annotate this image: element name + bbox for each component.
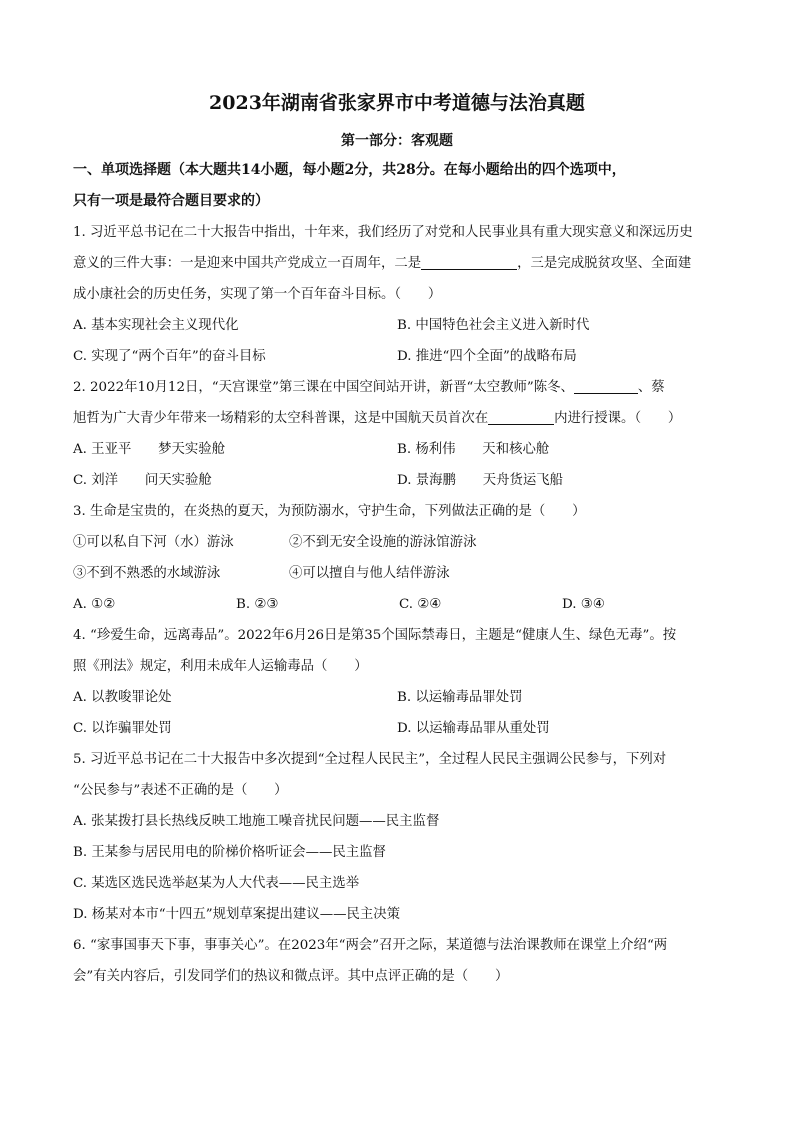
q3-statements-row2 — [73, 558, 725, 589]
q4-option-b[interactable]: B. 以运输毒品罪处罚 — [397, 690, 523, 705]
q1-stem-line1: 1. 习近平总书记在二十大报告中指出，十年来，我们经历了对党和人民事业具有重大现实意义和深远历史 — [73, 225, 693, 240]
q1-stem-line2 — [73, 248, 725, 279]
q4-options-row2 — [73, 713, 725, 744]
q1-options-row1 — [73, 310, 725, 341]
q3-option-d[interactable]: D. ③④ — [562, 597, 605, 612]
q5-option-a[interactable]: A. 张某拨打县长热线反映工地施工噪音扰民问题——民主监督 — [73, 814, 440, 829]
q1-option-b[interactable]: B. 中国特色社会主义进入新时代 — [397, 318, 590, 333]
q5-option-c[interactable]: C. 某选区选民选举赵某为人大代表——民主选举 — [73, 876, 360, 891]
q2-fill-blank-2[interactable] — [488, 407, 554, 425]
q1-option-d[interactable]: D. 推进“四个全面”的战略布局 — [397, 349, 577, 364]
q2-options-row2 — [73, 465, 725, 496]
q3-option-a[interactable]: A. ①② — [73, 597, 116, 612]
q3-statement-3: ③不到不熟悉的水域游泳 — [73, 566, 221, 581]
q3-statements-row1 — [73, 527, 725, 558]
q3-stem-line1: 3. 生命是宝贵的，在炎热的夏天，为预防溺水，守护生命，下列做法正确的是（ ） — [73, 504, 586, 519]
q2-option-a[interactable]: A. 王亚平 梦天实验舱 — [73, 442, 226, 457]
q4-option-d[interactable]: D. 以运输毒品罪从重处罚 — [397, 721, 550, 736]
q3-option-c[interactable]: C. ②④ — [399, 597, 442, 612]
q3-statement-4: ④可以擅自与他人结伴游泳 — [289, 566, 450, 581]
exam-content — [73, 155, 725, 992]
q1-text-after-blank: ，三是完成脱贫攻坚、全面建 — [517, 256, 692, 271]
q2-option-b[interactable]: B. 杨利伟 天和核心舱 — [397, 442, 550, 457]
q1-option-c[interactable]: C. 实现了“两个百年”的奋斗目标 — [73, 349, 266, 364]
q2-text-before-blank2: 旭哲为广大青少年带来一场精彩的太空科普课，这是中国航天员首次在 — [73, 411, 489, 426]
q6-stem-line1: 6. “家事国事天下事，事事关心”。在2023年“两会”召开之际，某道德与法治课教师在课堂上介绍“两 — [73, 938, 668, 953]
q1-stem-line3: 成小康社会的历史任务，实现了第一个百年奋斗目标。（ ） — [73, 287, 442, 302]
page-title: 2023年湖南省张家界市中考道德与法治真题 — [209, 92, 585, 114]
q3-options-row — [73, 589, 725, 620]
section-heading-line1: 一、单项选择题（本大题共14小题，每小题2分，共28分。在每小题给出的四个选项中， — [73, 162, 626, 178]
q3-option-b[interactable]: B. ②③ — [236, 597, 279, 612]
section-heading-line2: 只有一项是最符合题目要求的） — [73, 193, 269, 209]
q1-text-before-blank: 意义的三件大事：一是迎来中国共产党成立一百周年，二是 — [73, 256, 422, 271]
q2-text-before-blank1: 2. 2022年10月12日，“天宫课堂”第三课在中国空间站开讲，新晋“太空教师”陈冬、 — [73, 380, 574, 395]
q4-option-a[interactable]: A. 以教唆罪论处 — [73, 690, 172, 705]
q4-option-c[interactable]: C. 以诈骗罪处罚 — [73, 721, 172, 736]
q2-fill-blank-1[interactable] — [574, 376, 638, 394]
q5-stem-line2: “公民参与”表述不正确的是（ ） — [73, 783, 288, 798]
q2-text-after-blank1: 、蔡 — [637, 380, 665, 395]
q2-option-d[interactable]: D. 景海鹏 天舟货运飞船 — [397, 473, 564, 488]
q2-option-c[interactable]: C. 刘洋 问天实验舱 — [73, 473, 212, 488]
q2-stem-line2 — [73, 403, 725, 434]
q2-options-row1 — [73, 434, 725, 465]
q6-stem-line2: 会”有关内容后，引发同学们的热议和微点评。其中点评正确的是（ ） — [73, 969, 509, 984]
q2-stem-line1 — [73, 372, 725, 403]
q1-fill-blank[interactable] — [421, 252, 517, 270]
part-heading: 第一部分：客观题 — [341, 133, 453, 149]
q4-options-row1 — [73, 682, 725, 713]
q5-option-b[interactable]: B. 王某参与居民用电的阶梯价格听证会——民主监督 — [73, 845, 386, 860]
q5-stem-line1: 5. 习近平总书记在二十大报告中多次提到“全过程人民民主”，全过程人民民主强调公民参与，下列对 — [73, 752, 667, 767]
q3-statement-1: ①可以私自下河（水）游泳 — [73, 535, 234, 550]
q5-option-d[interactable]: D. 杨某对本市“十四五”规划草案提出建议——民主决策 — [73, 907, 401, 922]
q4-stem-line1: 4. “珍爱生命，远离毒品”。2022年6月26日是第35个国际禁毒日，主题是“健康人生、绿色无毒”。按 — [73, 628, 677, 643]
q4-stem-line2: 照《刑法》规定，利用未成年人运输毒品（ ） — [73, 659, 368, 674]
q1-option-a[interactable]: A. 基本实现社会主义现代化 — [73, 318, 239, 333]
q2-text-after-blank2: 内进行授课。（ ） — [554, 411, 682, 426]
q3-statement-2: ②不到无安全设施的游泳馆游泳 — [289, 535, 477, 550]
q1-options-row2 — [73, 341, 725, 372]
